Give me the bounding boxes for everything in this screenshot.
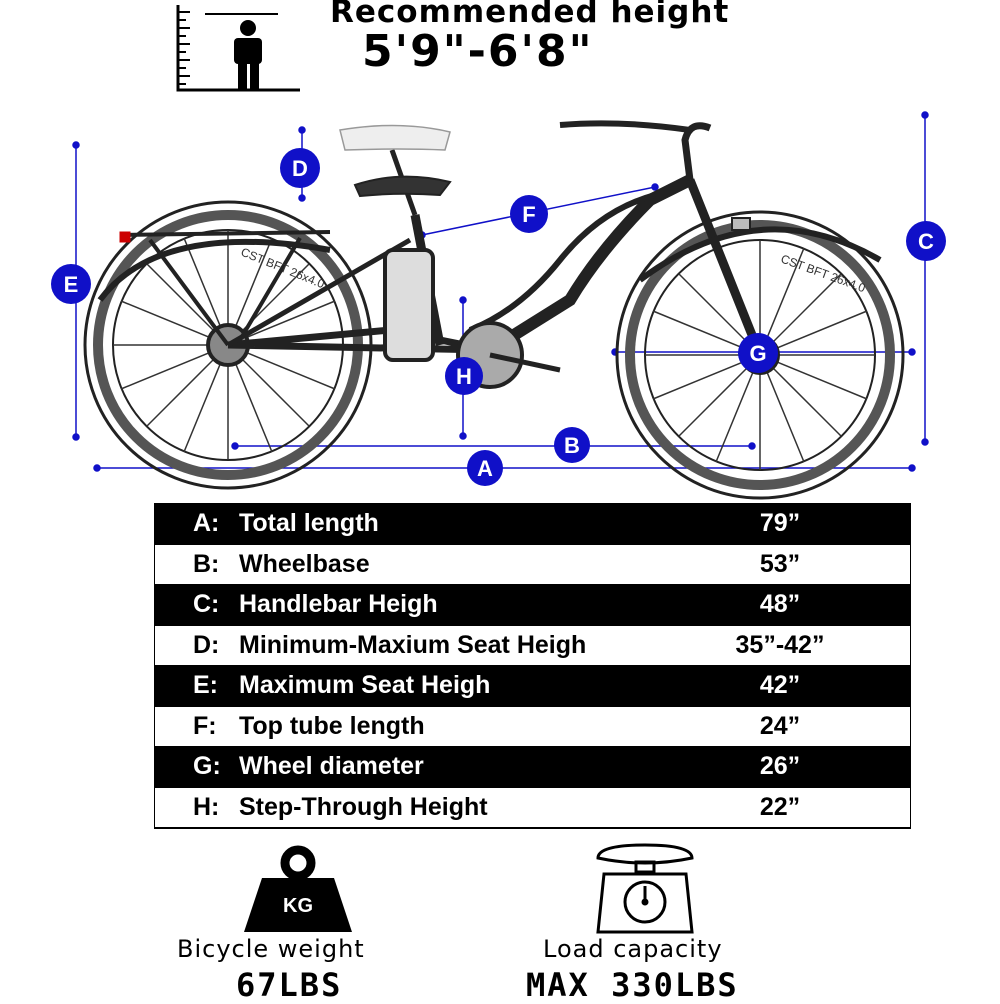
svg-text:G: G <box>749 341 767 366</box>
spec-key: D: <box>193 630 220 659</box>
spec-label: Top tube length <box>239 711 425 740</box>
spec-row-b <box>155 544 910 586</box>
spec-value: 26” <box>759 752 801 781</box>
marker-b <box>554 427 590 463</box>
spec-row-h <box>155 787 910 829</box>
spec-label: Wheel diameter <box>239 752 424 781</box>
spec-row-c <box>155 585 910 625</box>
spec-value: 24” <box>759 711 801 740</box>
svg-text:C: C <box>918 229 934 254</box>
spec-value: 79” <box>759 509 801 538</box>
svg-text:F: F <box>522 202 536 227</box>
marker-a <box>467 450 503 486</box>
spec-value: 42” <box>759 671 801 700</box>
spec-label: Wheelbase <box>239 549 370 578</box>
spec-value: 22” <box>759 792 801 821</box>
spec-key: G: <box>193 752 221 781</box>
marker-g <box>738 333 778 373</box>
spec-key: H: <box>193 792 220 821</box>
bottom-icons <box>0 840 1000 940</box>
spec-value: 35”-42” <box>735 630 825 659</box>
spec-value: 53” <box>759 549 801 578</box>
recommended-height-range: 5'9"-6'8" <box>362 26 594 77</box>
rear-tire-text: CST BFT 26x4.0 <box>238 244 327 292</box>
load-capacity-value: MAX 330LBS <box>526 966 739 1004</box>
marker-d <box>280 148 320 188</box>
spec-label: Handlebar Heigh <box>239 590 438 619</box>
spec-row-a <box>155 504 910 544</box>
spec-key: E: <box>193 671 218 700</box>
person-icon <box>234 20 262 90</box>
bicycle-weight-value: 67LBS <box>236 966 343 1004</box>
spec-label: Minimum-Maxium Seat Heigh <box>239 630 587 659</box>
kettlebell-weight-icon <box>244 850 352 932</box>
spec-key: F: <box>193 711 217 740</box>
scale-icon <box>598 845 692 932</box>
bicycle-weight-label: Bicycle weight <box>177 935 365 963</box>
spec-row-d <box>155 625 910 667</box>
svg-text:E: E <box>63 272 79 297</box>
spec-label: Maximum Seat Heigh <box>239 671 491 700</box>
marker-h <box>445 357 483 395</box>
spec-row-g <box>155 747 910 787</box>
spec-key: C: <box>193 590 220 619</box>
recommended-height-title: Recommended height <box>330 0 730 30</box>
marker-e <box>51 264 91 304</box>
spec-key: B: <box>193 549 220 578</box>
spec-label: Total length <box>239 509 379 538</box>
load-capacity-label: Load capacity <box>543 935 723 963</box>
spec-label: Step-Through Height <box>239 792 488 821</box>
bicycle-illustration <box>85 123 903 498</box>
front-tire-text: CST BFT 26x4.0 <box>778 251 868 296</box>
spec-key: A: <box>193 509 220 538</box>
spec-value: 48” <box>759 590 801 619</box>
spec-table <box>154 503 911 829</box>
bike-diagram <box>0 0 1000 500</box>
svg-text:D: D <box>292 156 308 181</box>
weight-badge-text: KG <box>283 895 313 917</box>
svg-text:B: B <box>564 433 580 458</box>
spec-row-e <box>155 666 910 706</box>
svg-text:A: A <box>477 456 493 481</box>
marker-f <box>510 195 548 233</box>
svg-text:H: H <box>456 364 472 389</box>
marker-c <box>906 221 946 261</box>
spec-row-f <box>155 706 910 748</box>
